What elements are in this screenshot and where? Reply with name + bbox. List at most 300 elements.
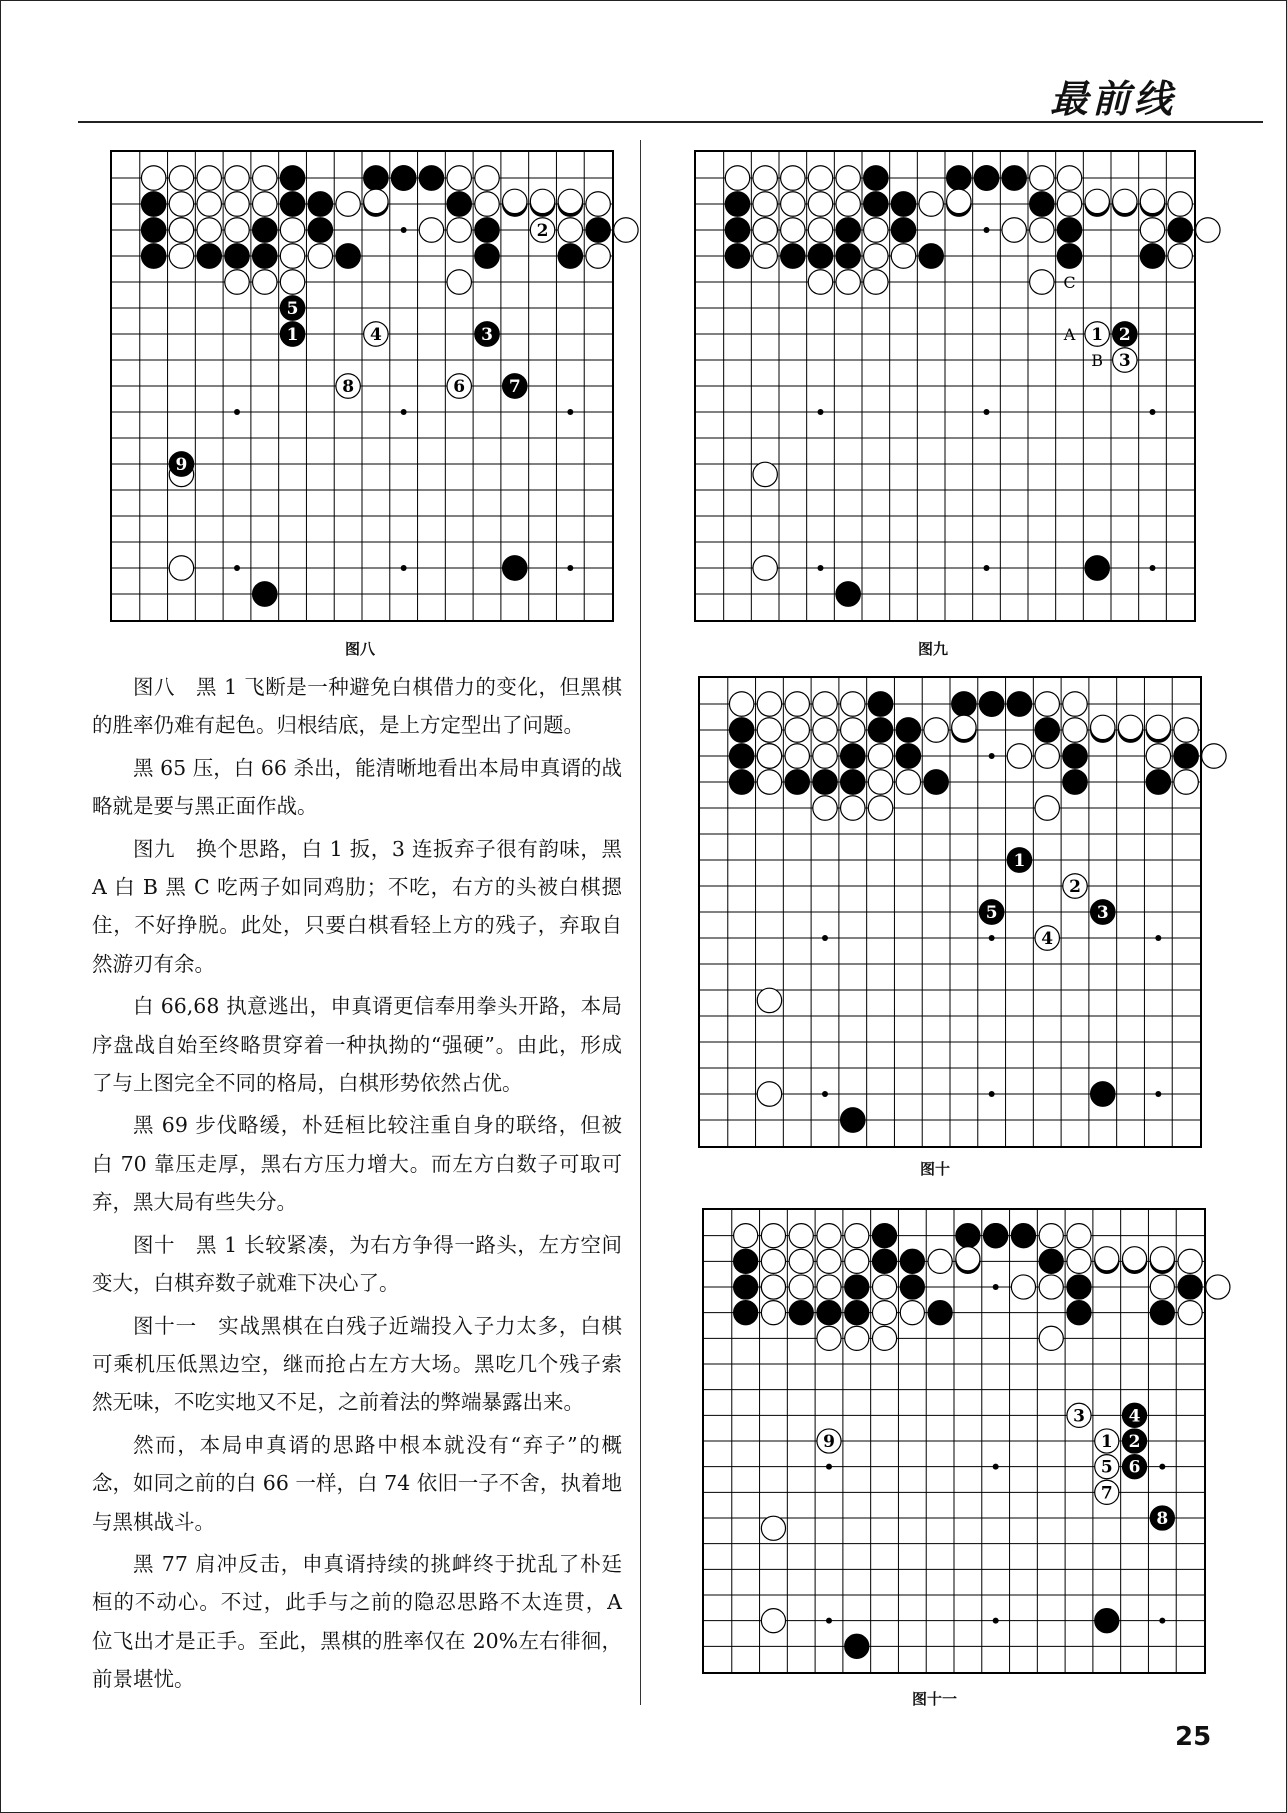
paragraph: 黑 65 压，白 66 杀出，能清晰地看出本局申真谞的战略就是要与黑正面作战。	[92, 755, 622, 819]
caption-figure-10: 图十	[920, 1160, 951, 1178]
black-stone	[891, 192, 915, 216]
white-stone	[757, 744, 781, 768]
hoshi-point	[567, 565, 573, 571]
white-stone	[169, 218, 193, 242]
hoshi-point	[1159, 1464, 1165, 1470]
white-stone	[1178, 1301, 1202, 1325]
black-stone	[841, 744, 865, 768]
move-number: 3	[1096, 903, 1109, 923]
black-stone	[813, 770, 837, 794]
black-stone	[1174, 744, 1198, 768]
white-stone	[1174, 770, 1198, 794]
black-stone	[900, 1275, 924, 1299]
white-stone	[845, 1224, 869, 1248]
black-stone	[1030, 192, 1054, 216]
white-stone	[1057, 166, 1081, 190]
white-stone	[1095, 1247, 1119, 1271]
move-number: 3	[1073, 1406, 1085, 1427]
white-stone	[864, 218, 888, 242]
black-stone	[734, 1301, 758, 1325]
black-stone	[785, 770, 809, 794]
hoshi-point	[989, 935, 995, 941]
white-stone	[1168, 244, 1192, 268]
white-stone	[872, 1326, 896, 1350]
black-stone	[475, 218, 499, 242]
black-stone	[725, 244, 749, 268]
paragraph: 然而，本局申真谞的思路中根本就没有“弃子”的概念，如同之前的白 66 一样，白 74 依旧一子不舍，执着地与黑棋战斗。	[92, 1432, 622, 1534]
black-stone	[808, 244, 832, 268]
move-number: 1	[1100, 1432, 1113, 1452]
black-stone	[225, 244, 249, 268]
white-stone	[836, 192, 860, 216]
white-stone	[1178, 1249, 1202, 1273]
hoshi-point	[826, 1618, 832, 1624]
black-stone	[896, 718, 920, 742]
paragraph: 图十一 实战黑棋在白残子近端投入子力太多，白棋可乘机压低黑边空，继而抢占左方大场。黑吃几个残子索然无味，不吃实地又不足，之前着法的弊端暴露出来。	[92, 1313, 622, 1415]
white-stone	[900, 1301, 924, 1325]
black-stone	[1150, 1301, 1174, 1325]
page-number: 25	[1175, 1722, 1212, 1752]
white-stone	[614, 218, 638, 242]
white-stone	[761, 1224, 785, 1248]
black-stone	[1091, 1082, 1115, 1106]
white-stone	[1030, 166, 1054, 190]
hoshi-point	[984, 227, 990, 233]
black-stone	[1168, 218, 1192, 242]
black-stone	[586, 218, 610, 242]
move-number: 8	[1156, 1509, 1169, 1529]
white-stone	[757, 770, 781, 794]
white-stone	[757, 692, 781, 716]
black-stone	[817, 1301, 841, 1325]
white-stone	[868, 770, 892, 794]
black-stone	[947, 166, 971, 190]
white-stone	[1011, 1275, 1035, 1299]
white-stone	[253, 192, 277, 216]
black-stone	[1057, 244, 1081, 268]
white-stone	[896, 770, 920, 794]
black-stone	[141, 244, 165, 268]
paragraph: 黑 69 步伐略缓，朴廷桓比较注重自身的联络，但被白 70 靠压走厚，黑右方压力增大。而左方白数子可取可弃，黑大局有些失分。	[92, 1113, 622, 1215]
go-board-figure-8	[110, 150, 614, 622]
white-stone	[753, 192, 777, 216]
white-stone	[1122, 1247, 1146, 1271]
black-stone	[845, 1301, 869, 1325]
black-stone	[1178, 1275, 1202, 1299]
caption-figure-8: 图八	[345, 640, 376, 658]
white-stone	[1168, 192, 1192, 216]
white-stone	[789, 1275, 813, 1299]
white-stone	[1067, 1224, 1091, 1248]
white-stone	[813, 692, 837, 716]
white-stone	[808, 166, 832, 190]
black-stone	[1146, 770, 1170, 794]
white-stone	[1063, 692, 1087, 716]
move-number: 8	[342, 377, 355, 397]
move-number: 3	[481, 325, 493, 345]
white-stone	[952, 715, 976, 739]
black-stone	[1011, 1224, 1035, 1248]
black-stone	[864, 192, 888, 216]
white-stone	[872, 1275, 896, 1299]
white-stone	[280, 270, 304, 294]
black-stone	[364, 166, 388, 190]
black-stone	[280, 192, 304, 216]
black-stone	[868, 718, 892, 742]
white-stone	[817, 1224, 841, 1248]
hoshi-point	[234, 565, 240, 571]
hoshi-point	[984, 409, 990, 415]
white-stone	[1146, 715, 1170, 739]
black-stone	[841, 1108, 865, 1132]
white-stone	[1150, 1275, 1174, 1299]
white-stone	[308, 244, 332, 268]
white-stone	[447, 166, 471, 190]
white-stone	[757, 1082, 781, 1106]
black-stone	[896, 744, 920, 768]
caption-figure-9: 图九	[918, 640, 949, 658]
white-stone	[1035, 692, 1059, 716]
paragraph: 白 66,68 执意逃出，申真谞更信奉用拳头开路，本局序盘战自始至终略贯穿着一种执拗的“强硬”。由此，形成了与上图完全不同的格局，白棋形势依然占优。	[92, 994, 622, 1096]
white-stone	[280, 218, 304, 242]
column-divider	[640, 140, 641, 1705]
black-stone	[1035, 718, 1059, 742]
white-stone	[336, 192, 360, 216]
point-label: B	[1091, 351, 1104, 370]
white-stone	[586, 192, 610, 216]
black-stone	[503, 556, 527, 580]
white-stone	[141, 166, 165, 190]
move-number: 1	[1013, 851, 1026, 871]
hoshi-point	[401, 227, 407, 233]
white-stone	[845, 1249, 869, 1273]
white-stone	[757, 988, 781, 1012]
black-stone	[1067, 1275, 1091, 1299]
black-stone	[253, 582, 277, 606]
white-stone	[868, 796, 892, 820]
hoshi-point	[401, 565, 407, 571]
white-stone	[1039, 1275, 1063, 1299]
white-stone	[891, 244, 915, 268]
white-stone	[1030, 270, 1054, 294]
white-stone	[761, 1609, 785, 1633]
black-stone	[924, 770, 948, 794]
paragraph: 图九 换个思路，白 1 扳，3 连扳弃子很有韵味，黑 A 白 B 黑 C 吃两子如同鸡肋；不吃，右方的头被白棋摁住，不好挣脱。此处，只要白棋看轻上方的残子，弃取自然游刃有余。	[92, 836, 622, 976]
hoshi-point	[993, 1284, 999, 1290]
hoshi-point	[401, 409, 407, 415]
white-stone	[781, 218, 805, 242]
white-stone	[225, 192, 249, 216]
white-stone	[225, 166, 249, 190]
white-stone	[280, 244, 304, 268]
move-number: 3	[1118, 351, 1131, 371]
black-stone	[836, 244, 860, 268]
move-number: 2	[1128, 1432, 1141, 1452]
white-stone	[919, 192, 943, 216]
white-stone	[419, 218, 443, 242]
white-stone	[761, 1301, 785, 1325]
article-body	[92, 668, 622, 1703]
paragraph: 黑 77 肩冲反击，申真谞持续的挑衅终于扰乱了朴廷桓的不动心。不过，此手与之前的隐忍思路不太连贯，A 位飞出才是正手。至此，黑棋的胜率仅在 20%左右徘徊，前景堪忧。	[92, 1551, 622, 1692]
move-number: 1	[1091, 325, 1104, 345]
black-stone	[734, 1275, 758, 1299]
black-stone	[725, 218, 749, 242]
black-stone	[729, 744, 753, 768]
black-stone	[781, 244, 805, 268]
black-stone	[253, 244, 277, 268]
white-stone	[1030, 218, 1054, 242]
white-stone	[197, 218, 221, 242]
white-stone	[753, 556, 777, 580]
black-stone	[864, 166, 888, 190]
move-number: 6	[453, 377, 466, 397]
black-stone	[197, 244, 221, 268]
white-stone	[1035, 796, 1059, 820]
move-number: 2	[1069, 877, 1081, 897]
white-stone	[785, 718, 809, 742]
move-number: 2	[536, 221, 549, 241]
board-svg	[704, 1210, 1204, 1672]
white-stone	[253, 166, 277, 190]
black-stone	[280, 166, 304, 190]
white-stone	[789, 1224, 813, 1248]
black-stone	[845, 1634, 869, 1658]
black-stone	[928, 1301, 952, 1325]
white-stone	[169, 244, 193, 268]
white-stone	[503, 189, 527, 213]
white-stone	[845, 1326, 869, 1350]
move-number: 1	[286, 325, 299, 345]
black-stone	[1067, 1301, 1091, 1325]
white-stone	[475, 192, 499, 216]
black-stone	[308, 218, 332, 242]
black-stone	[419, 166, 443, 190]
hoshi-point	[826, 1464, 832, 1470]
black-stone	[141, 192, 165, 216]
caption-figure-11: 图十一	[912, 1690, 958, 1708]
black-stone	[1095, 1609, 1119, 1633]
white-stone	[1202, 744, 1226, 768]
black-stone	[845, 1275, 869, 1299]
move-number: 4	[1041, 929, 1054, 949]
black-stone	[1063, 744, 1087, 768]
white-stone	[447, 270, 471, 294]
white-stone	[475, 166, 499, 190]
black-stone	[900, 1249, 924, 1273]
move-number: 9	[175, 455, 188, 475]
white-stone	[836, 270, 860, 294]
white-stone	[789, 1249, 813, 1273]
white-stone	[1113, 189, 1137, 213]
white-stone	[197, 192, 221, 216]
black-stone	[141, 218, 165, 242]
white-stone	[1146, 744, 1170, 768]
white-stone	[808, 218, 832, 242]
white-stone	[817, 1275, 841, 1299]
white-stone	[725, 166, 749, 190]
white-stone	[761, 1249, 785, 1273]
white-stone	[1174, 718, 1198, 742]
white-stone	[447, 218, 471, 242]
white-stone	[947, 189, 971, 213]
white-stone	[1150, 1247, 1174, 1271]
white-stone	[1039, 1224, 1063, 1248]
black-stone	[1039, 1249, 1063, 1273]
go-board-figure-10	[698, 676, 1202, 1148]
white-stone	[197, 166, 221, 190]
black-stone	[1085, 556, 1109, 580]
white-stone	[808, 192, 832, 216]
black-stone	[308, 192, 332, 216]
black-stone	[729, 770, 753, 794]
black-stone	[729, 718, 753, 742]
black-stone	[475, 244, 499, 268]
black-stone	[836, 582, 860, 606]
black-stone	[868, 692, 892, 716]
black-stone	[919, 244, 943, 268]
white-stone	[169, 166, 193, 190]
black-stone	[1063, 770, 1087, 794]
white-stone	[813, 744, 837, 768]
black-stone	[872, 1224, 896, 1248]
white-stone	[1039, 1326, 1063, 1350]
white-stone	[813, 796, 837, 820]
move-number: 5	[985, 903, 998, 923]
white-stone	[225, 270, 249, 294]
hoshi-point	[984, 565, 990, 571]
point-label: A	[1063, 325, 1076, 344]
white-stone	[956, 1247, 980, 1271]
white-stone	[558, 218, 582, 242]
move-number: 7	[1100, 1483, 1113, 1504]
move-number: 2	[1118, 325, 1131, 345]
black-stone	[725, 192, 749, 216]
white-stone	[785, 744, 809, 768]
white-stone	[253, 270, 277, 294]
white-stone	[1067, 1249, 1091, 1273]
white-stone	[1196, 218, 1220, 242]
white-stone	[364, 189, 388, 213]
black-stone	[1057, 218, 1081, 242]
white-stone	[872, 1301, 896, 1325]
move-number: 4	[1128, 1406, 1141, 1427]
white-stone	[530, 189, 554, 213]
white-stone	[1140, 218, 1164, 242]
black-stone	[336, 244, 360, 268]
white-stone	[841, 692, 865, 716]
black-stone	[841, 770, 865, 794]
go-board-figure-11	[702, 1208, 1206, 1674]
black-stone	[1140, 244, 1164, 268]
white-stone	[1057, 192, 1081, 216]
white-stone	[225, 218, 249, 242]
white-stone	[729, 692, 753, 716]
white-stone	[558, 189, 582, 213]
hoshi-point	[1155, 1091, 1161, 1097]
white-stone	[169, 192, 193, 216]
move-number: 6	[1128, 1457, 1141, 1478]
move-number: 5	[286, 299, 299, 319]
black-stone	[1007, 692, 1031, 716]
white-stone	[1118, 715, 1142, 739]
white-stone	[1085, 189, 1109, 213]
white-stone	[1035, 744, 1059, 768]
white-stone	[586, 244, 610, 268]
paragraph: 图十 黑 1 长较紧凑，为右方争得一路头，左方空间变大，白棋弃数子就难下决心了。	[92, 1232, 622, 1296]
point-label: C	[1063, 273, 1076, 292]
white-stone	[761, 1275, 785, 1299]
hoshi-point	[822, 1091, 828, 1097]
white-stone	[169, 556, 193, 580]
hoshi-point	[567, 409, 573, 415]
white-stone	[757, 718, 781, 742]
hoshi-point	[1150, 409, 1156, 415]
white-stone	[813, 718, 837, 742]
white-stone	[1206, 1275, 1230, 1299]
magazine-logo: 最前线	[1050, 76, 1177, 121]
white-stone	[1002, 218, 1026, 242]
black-stone	[558, 244, 582, 268]
hoshi-point	[234, 409, 240, 415]
black-stone	[734, 1249, 758, 1273]
black-stone	[974, 166, 998, 190]
white-stone	[841, 718, 865, 742]
header-rule	[78, 121, 1263, 123]
white-stone	[753, 166, 777, 190]
white-stone	[808, 270, 832, 294]
hoshi-point	[818, 409, 824, 415]
move-number: 4	[369, 325, 382, 345]
white-stone	[781, 192, 805, 216]
white-stone	[781, 166, 805, 190]
board-svg	[700, 678, 1200, 1146]
hoshi-point	[1155, 935, 1161, 941]
black-stone	[956, 1224, 980, 1248]
hoshi-point	[989, 753, 995, 759]
white-stone	[1140, 189, 1164, 213]
black-stone	[836, 218, 860, 242]
white-stone	[785, 692, 809, 716]
white-stone	[836, 166, 860, 190]
white-stone	[864, 244, 888, 268]
white-stone	[761, 1516, 785, 1540]
white-stone	[753, 244, 777, 268]
black-stone	[253, 218, 277, 242]
board-svg	[696, 152, 1194, 620]
white-stone	[1091, 715, 1115, 739]
hoshi-point	[993, 1618, 999, 1624]
hoshi-point	[1159, 1618, 1165, 1624]
hoshi-point	[993, 1464, 999, 1470]
black-stone	[447, 192, 471, 216]
board-svg	[112, 152, 612, 620]
black-stone	[891, 218, 915, 242]
hoshi-point	[989, 1091, 995, 1097]
white-stone	[753, 218, 777, 242]
move-number: 9	[823, 1432, 835, 1452]
white-stone	[924, 718, 948, 742]
white-stone	[864, 270, 888, 294]
black-stone	[952, 692, 976, 716]
paragraph: 图八 黑 1 飞断是一种避免白棋借力的变化，但黑棋的胜率仍难有起色。归根结底，是上方定型出了问题。	[92, 675, 622, 738]
black-stone	[979, 692, 1003, 716]
white-stone	[928, 1249, 952, 1273]
black-stone	[1002, 166, 1026, 190]
white-stone	[1063, 718, 1087, 742]
white-stone	[1007, 744, 1031, 768]
white-stone	[817, 1326, 841, 1350]
black-stone	[872, 1249, 896, 1273]
